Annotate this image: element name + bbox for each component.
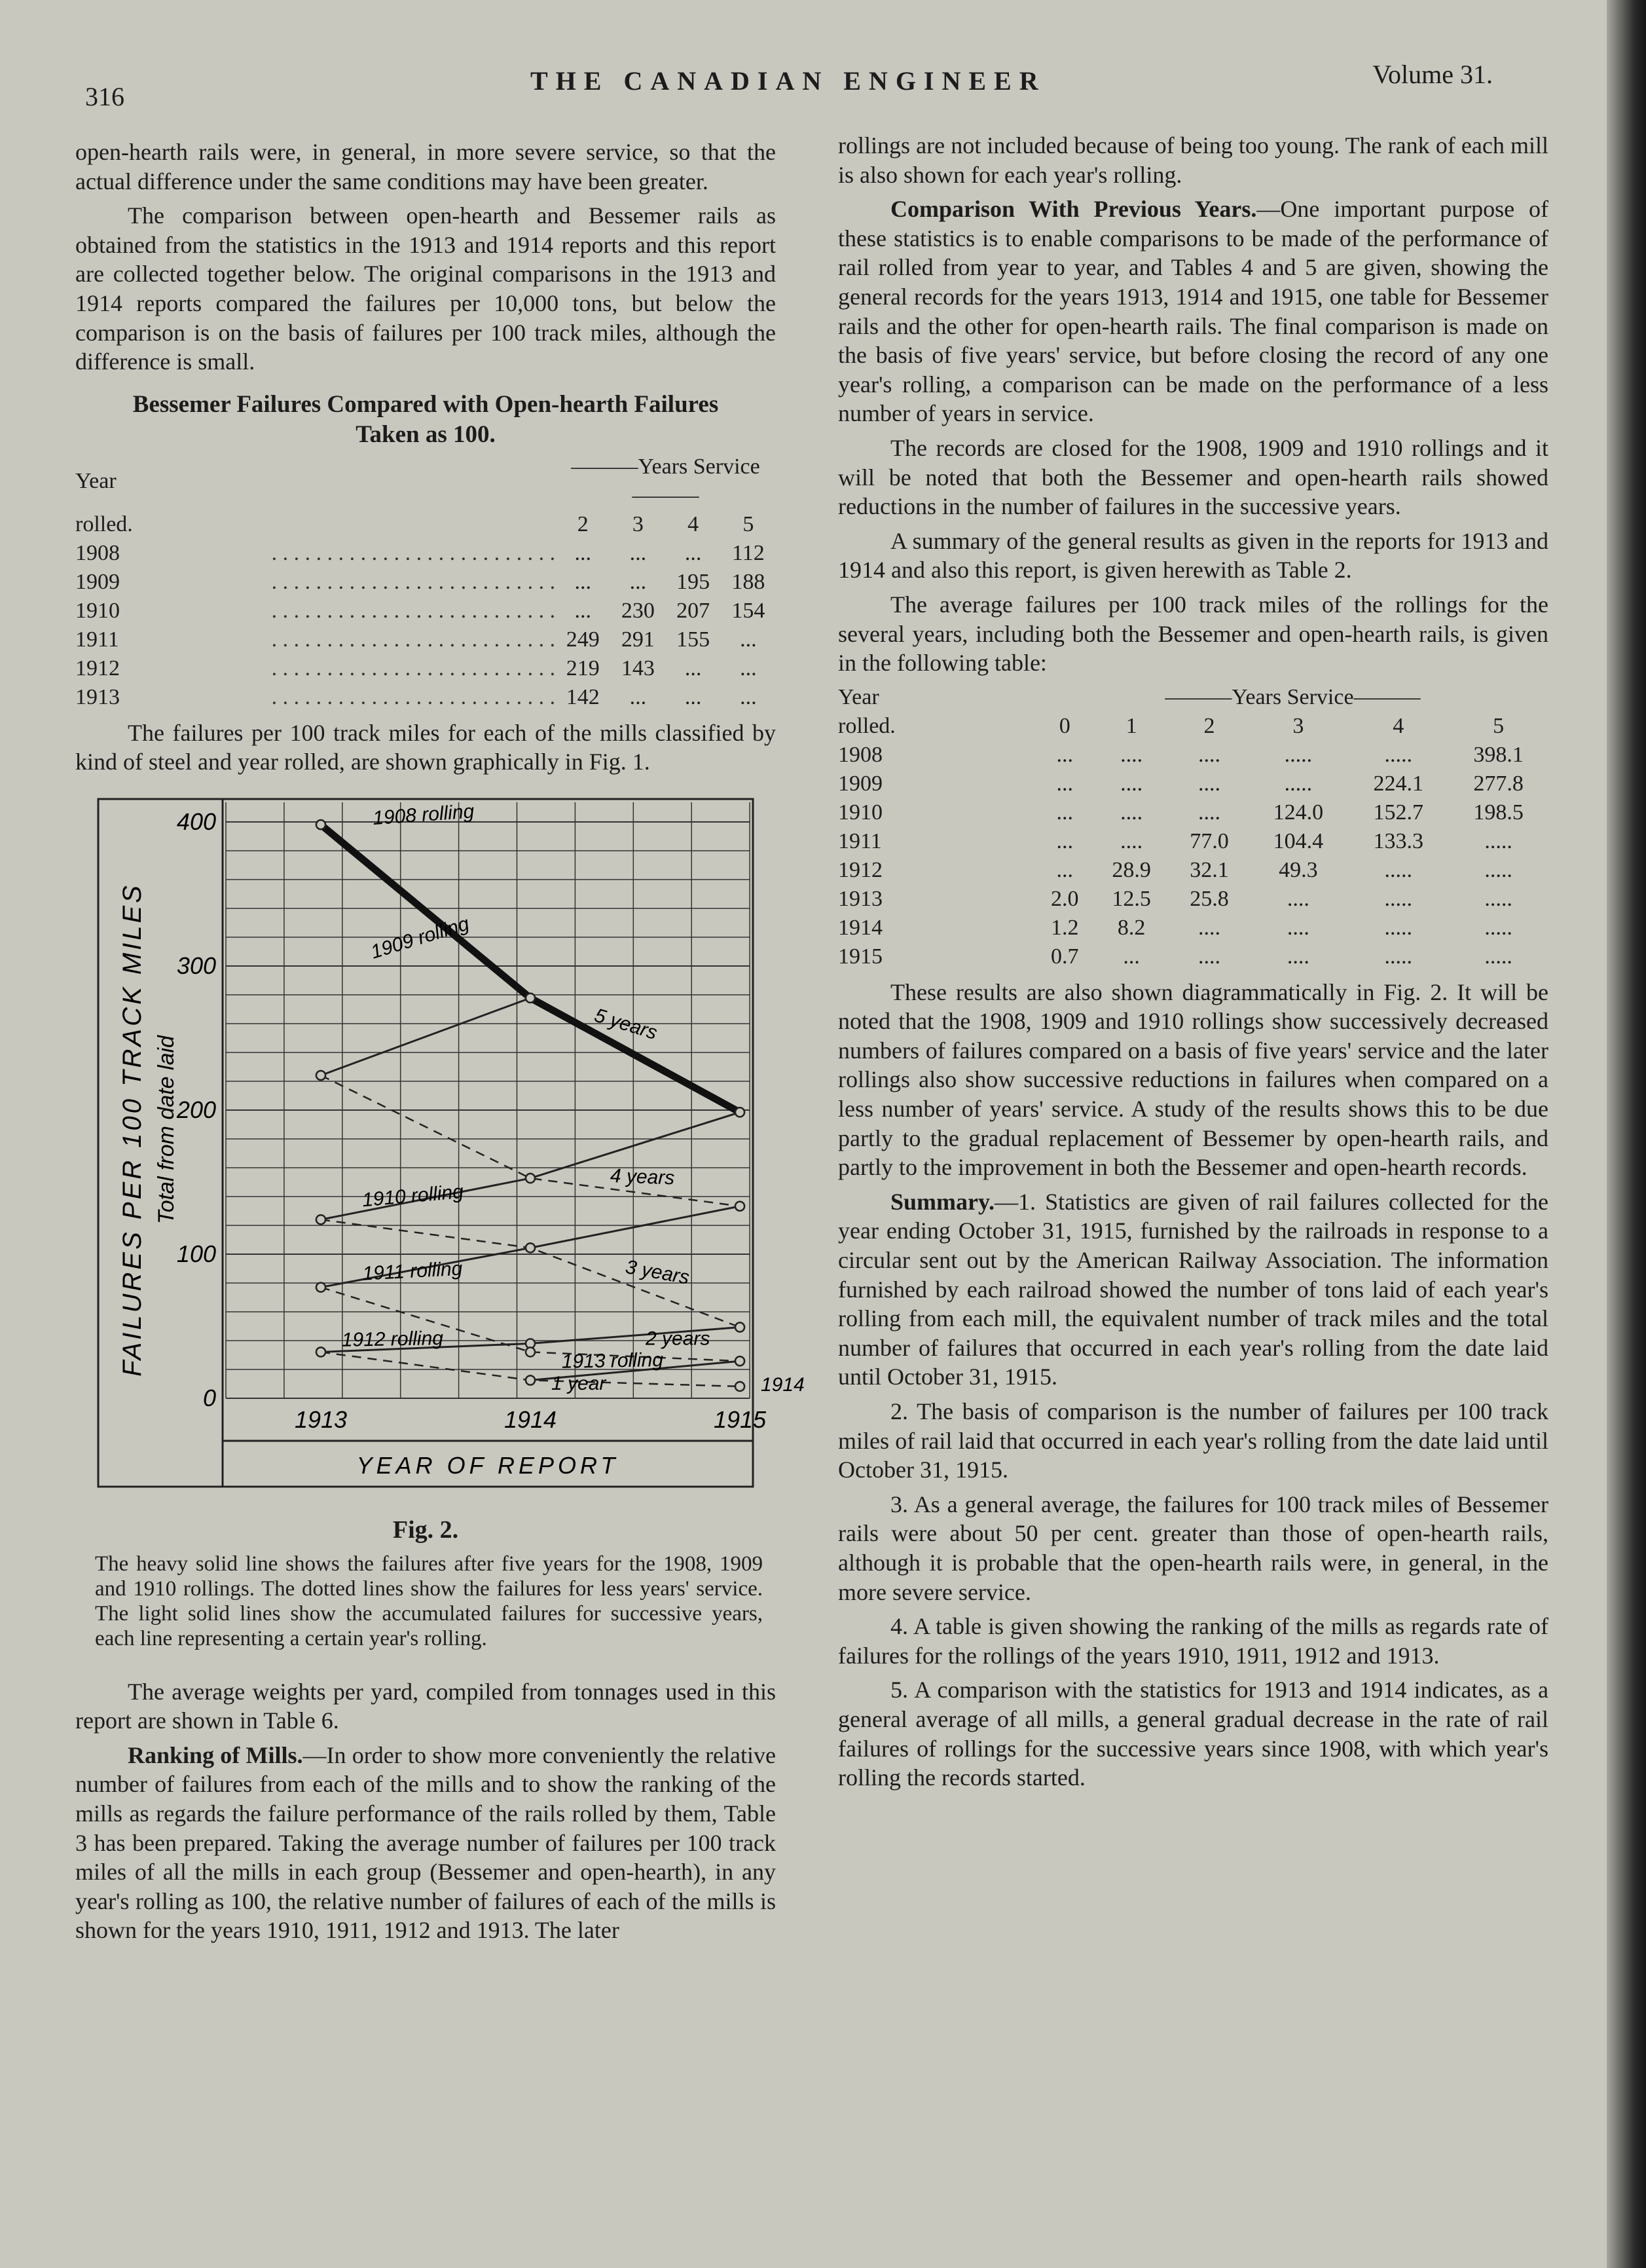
left-paragraph-1: open-hearth rails were, in general, in more severe service, so that the actual difference under the same conditions may have been greater.	[75, 139, 776, 195]
series-label-r1912: 1912 rolling	[341, 1328, 444, 1351]
right-paragraph-1: rollings are not included because of being too young. The rank of each mill is also shown for each year's rolling.	[838, 132, 1548, 188]
table-cell: 195	[676, 569, 710, 594]
y-tick-label: 200	[176, 1096, 216, 1123]
row-year: 1908	[75, 540, 120, 565]
table-cell: .....	[1284, 742, 1313, 767]
page-header	[85, 59, 1493, 111]
table-cell: ...	[684, 656, 702, 680]
series-label-y2: 2 years	[646, 1328, 710, 1350]
series-label-r1914: 1914	[761, 1373, 805, 1396]
right-paragraph-3: The records are closed for the 1908, 1909 and 1910 rollings and it will be noted that both the Bessemer and open-hearth rails showed reductions in the number of failures in the successive years.	[838, 434, 1548, 520]
page-edge-shadow	[1607, 0, 1646, 2268]
year-head: Year	[838, 684, 879, 709]
table-cell: 124.0	[1273, 800, 1324, 825]
table-cell: .....	[1484, 828, 1512, 853]
table-cell: 219	[566, 656, 600, 680]
table2-header-row	[838, 683, 1548, 712]
series-label-y1: 1 year	[551, 1372, 606, 1394]
data-point-1-year	[735, 1382, 744, 1391]
table1-title-line1: Bessemer Failures Compared with Open-hearth Failures	[132, 390, 719, 418]
col-head: 1	[1125, 713, 1137, 738]
table-row: 1913 . . . . . . . . . . . . . . . . . . . . . . . . . . 142 ... ... ...	[75, 683, 776, 712]
span-head: ———Years Service———	[571, 454, 760, 508]
table1-header-row	[75, 453, 776, 510]
table-cell: ....	[1198, 800, 1221, 825]
table-cell: 291	[621, 627, 655, 652]
paragraph-text: —One important purpose of these statistics is to enable comparisons to be made of the performance of rail rolled from year to year, and Tables 4 and 5 are given, showing the general records for the years 1913, 1914 and 1915, one table for Bessemer rails and the other for open-hearth rails. The final comparison is made on the basis of five years' service, but before closing the record of any one year's rolling, a comparison can be made on the performance of a less number of years in service.	[838, 196, 1548, 427]
table-cell: .....	[1384, 915, 1412, 940]
table-row	[838, 827, 1548, 856]
right-paragraph-6: These results are also shown diagrammatically in Fig. 2. It will be noted that the 1908, 1909 and 1910 rollings show successively decreased numbers of failures compared on a basis of five years' service and the later rollings also show successive reductions in failures when compared on a less number of years' service. A study of the results shows this to be due partly to the gradual replacement of Bessemer by open-hearth rails, and partly to the improvement in both the Bessemer and open-hearth records.	[838, 978, 1548, 1181]
right-paragraph-9: 3. As a general average, the failures for 100 track miles of Bessemer rails were about 50 per cent. greater than those of open-hearth rails, although it is probable that the open-hearth rails were, in general, in the more severe service.	[838, 1491, 1548, 1605]
right-paragraph-2	[838, 195, 1548, 428]
table2-average-failures	[838, 683, 1548, 971]
x-axis-label: YEAR OF REPORT	[356, 1451, 619, 1479]
table-cell: ....	[1120, 742, 1143, 767]
table-row: 1908 . . . . . . . . . . . . . . . . . . . . . . . . . . ... ... ... 112	[75, 539, 776, 568]
table-cell: 224.1	[1373, 771, 1423, 796]
table-cell: 0.7	[1051, 944, 1079, 969]
table-cell: .....	[1484, 857, 1512, 882]
row-year: 1912	[75, 656, 120, 680]
data-point-2-years	[735, 1356, 744, 1366]
table-cell: 104.4	[1273, 828, 1324, 853]
series-line-5-years	[321, 825, 740, 1112]
data-point-3-years	[316, 1215, 325, 1224]
table-cell: ...	[1056, 771, 1073, 796]
table-row	[838, 798, 1548, 827]
table-cell: 28.9	[1112, 857, 1151, 882]
table-cell: 12.5	[1112, 886, 1151, 911]
volume-label: Volume 31.	[1372, 60, 1493, 89]
table-cell: 49.3	[1279, 857, 1318, 882]
row-year: 1913	[838, 886, 883, 911]
table-cell: ...	[1056, 742, 1073, 767]
table-cell: .....	[1384, 742, 1412, 767]
col-head: 2	[577, 511, 589, 536]
right-column	[838, 131, 1548, 1798]
right-paragraph-4: A summary of the general results as given in the reports for 1913 and 1914 and also this report, is given herewith as Table 2.	[838, 527, 1548, 584]
table-cell: .....	[1484, 944, 1512, 969]
table1-bessemer-comparison	[75, 453, 776, 712]
table-cell: 77.0	[1190, 828, 1229, 853]
col-head: 4	[687, 511, 699, 536]
year-head-2: rolled.	[75, 511, 133, 536]
data-point-4-years	[526, 1174, 535, 1183]
series-label-r1909: 1909 rolling	[368, 912, 472, 963]
left-paragraph-3: The failures per 100 track miles for each of the mills classified by kind of steel and year rolled, are shown graphically in Fig. 1.	[75, 719, 776, 775]
y-axis-label: FAILURES PER 100 TRACK MILES	[118, 883, 147, 1377]
table-cell: ....	[1198, 771, 1221, 796]
run-in-heading: Summary.	[890, 1188, 995, 1215]
table-row	[838, 885, 1548, 914]
data-point-4-years	[735, 1202, 744, 1211]
data-point-3-years	[526, 1243, 535, 1252]
table-row: 1911 . . . . . . . . . . . . . . . . . . . . . . . . . . 249 291 155 ...	[75, 625, 776, 654]
table1-title-line2: Taken as 100.	[356, 420, 496, 448]
data-point-2-years	[526, 1347, 535, 1356]
table-cell: 143	[621, 656, 655, 680]
table-row: 1909 . . . . . . . . . . . . . . . . . . . . . . . . . . ... ... 195 188	[75, 568, 776, 597]
table-cell: 152.7	[1373, 800, 1423, 825]
table-cell: ...	[629, 684, 647, 709]
y-axis-sublabel: Total from date laid	[154, 1035, 179, 1224]
row-year: 1914	[838, 915, 883, 940]
table-cell: ...	[740, 627, 757, 652]
table-cell: ....	[1287, 944, 1309, 969]
left-paragraph-5	[75, 1741, 776, 1945]
table-cell: 32.1	[1190, 857, 1229, 882]
series-label-y4: 4 years	[610, 1164, 675, 1189]
series-label-y5: 5 years	[591, 1004, 660, 1044]
journal-title: THE CANADIAN ENGINEER	[530, 66, 1046, 96]
col-head: 4	[1393, 713, 1404, 738]
right-paragraph-10: 4. A table is given showing the ranking of the mills as regards rate of failures for the rollings of the years 1910, 1911, 1912 and 1913.	[838, 1613, 1548, 1669]
table-cell: 142	[566, 684, 600, 709]
col-head: 3	[1292, 713, 1304, 738]
row-year: 1909	[75, 569, 120, 594]
table-row	[838, 914, 1548, 942]
table-row	[838, 856, 1548, 885]
table-cell: ....	[1198, 915, 1221, 940]
paragraph-text: —1. Statistics are given of rail failures collected for the year ending October 31, 1915, furnished by the railroads in response to a circular sent out by the American Railway Association. The information furnished by each railroad showed the number of tons laid of each year's rolling from each mill, the equivalent number of track miles and the total number of failures that occurred in each year's rolling from the date laid until October 31, 1915.	[838, 1188, 1548, 1390]
row-year: 1911	[75, 627, 119, 652]
right-paragraph-7	[838, 1187, 1548, 1392]
table-cell: ....	[1287, 886, 1309, 911]
table-cell: 198.5	[1473, 800, 1524, 825]
series-labels	[342, 800, 805, 1396]
y-tick-label: 400	[176, 808, 216, 835]
table-row	[838, 741, 1548, 770]
table-cell: ...	[684, 684, 702, 709]
left-paragraph-2: The comparison between open-hearth and Bessemer rails as obtained from the statistics in the 1913 and 1914 reports and this report are collected together below. The original comparisons in the 1913 and 1914 reports compared the failures per 10,000 tons, but below the comparison is on the basis of failures per 100 track miles, although the difference is small.	[75, 202, 776, 375]
col-head: 3	[632, 511, 644, 536]
row-year: 1912	[838, 857, 883, 882]
table-cell: 188	[731, 569, 765, 594]
table2-body	[838, 741, 1548, 971]
table1-title	[75, 390, 776, 450]
row-year: 1915	[838, 944, 883, 969]
table-cell: 155	[676, 627, 710, 652]
table-cell: ...	[740, 684, 757, 709]
table-cell: ...	[684, 540, 702, 565]
table-cell: 207	[676, 598, 710, 623]
table-cell: ...	[574, 540, 591, 565]
y-axis-ticks	[176, 808, 216, 1411]
table-cell: ....	[1198, 742, 1221, 767]
run-in-heading: Comparison With Previous Years.	[890, 196, 1257, 223]
right-paragraph-5: The average failures per 100 track miles of the rollings for the several years, including both the Bessemer and open-hearth rails, is given in the following table:	[838, 591, 1548, 677]
data-point-3-years	[735, 1322, 744, 1331]
table-cell: ....	[1120, 828, 1143, 853]
table-cell: 25.8	[1190, 886, 1229, 911]
series-line-1909-rolling	[321, 998, 530, 1075]
page-number: 316	[85, 82, 124, 111]
left-column	[75, 138, 805, 1950]
table-cell: ...	[629, 540, 647, 565]
table-cell: .....	[1284, 771, 1313, 796]
figure-caption: Fig. 2.	[392, 1515, 459, 1544]
series-label-y3: 3 years	[623, 1255, 691, 1289]
table-cell: ...	[1056, 857, 1073, 882]
table-row: 1910 . . . . . . . . . . . . . . . . . . . . . . . . . . ... 230 207 154	[75, 597, 776, 625]
table-cell: 8.2	[1117, 915, 1146, 940]
series-label-r1910: 1910 rolling	[361, 1180, 465, 1212]
row-year: 1909	[838, 771, 883, 796]
y-tick-label: 100	[176, 1240, 216, 1267]
series-label-r1908: 1908 rolling	[372, 800, 475, 830]
row-year: 1911	[838, 828, 882, 853]
table-cell: 398.1	[1473, 742, 1524, 767]
y-tick-label: 0	[202, 1384, 216, 1411]
failures-chart	[75, 792, 805, 1506]
year-head-2: rolled.	[838, 713, 896, 738]
table-cell: .....	[1384, 857, 1412, 882]
x-tick-label: 1914	[503, 1405, 557, 1433]
data-point-5-years	[735, 1107, 744, 1117]
chart-series	[316, 820, 744, 1391]
table-row	[838, 942, 1548, 971]
table-cell: 1.2	[1051, 915, 1079, 940]
table-cell: ....	[1198, 944, 1221, 969]
table-cell: 112	[732, 540, 765, 565]
run-in-heading: Ranking of Mills.	[128, 1741, 303, 1768]
row-year: 1910	[75, 598, 120, 623]
table-cell: ...	[629, 569, 647, 594]
data-point-1-year	[526, 1375, 535, 1385]
x-tick-label: 1915	[713, 1405, 767, 1433]
table-cell: ...	[574, 569, 591, 594]
figure-2	[75, 792, 805, 1506]
col-head: 0	[1059, 713, 1070, 738]
col-head: 5	[1493, 713, 1505, 738]
table-cell: ...	[740, 656, 757, 680]
table-cell: ...	[1056, 800, 1073, 825]
table-cell: 230	[621, 598, 655, 623]
table-cell: 2.0	[1051, 886, 1079, 911]
data-point-4-years	[316, 1071, 325, 1080]
table-cell: ...	[1123, 944, 1140, 969]
paragraph-text: —In order to show more conveniently the relative number of failures from each of the mills and to show the ranking of the mills as regards the failure performance of the rails rolled by them, Table 3 has been prepared. Taking the average number of failures per 100 track miles of all the mills in each group (Bessemer and open-hearth), in any year's rolling as 100, the relative number of failures of each of the mills is shown for the years 1910, 1911, 1912 and 1913. The later	[75, 1741, 776, 1944]
x-axis-ticks	[295, 1406, 767, 1433]
table-cell: 277.8	[1473, 771, 1524, 796]
table-cell: 133.3	[1373, 828, 1423, 853]
table-cell: 249	[566, 627, 600, 652]
series-line-4-years	[321, 1075, 740, 1206]
data-point-1-year	[316, 1347, 325, 1356]
right-paragraph-8: 2. The basis of comparison is the number of failures per 100 track miles of rail laid that occurred in each year's rolling from the date laid until October 31, 1915.	[838, 1398, 1548, 1483]
table-cell: .....	[1484, 915, 1512, 940]
series-label-r1913: 1913 rolling	[561, 1349, 664, 1373]
table-cell: ...	[1056, 828, 1073, 853]
table-cell: ...	[574, 598, 591, 623]
chart-grid	[226, 802, 750, 1398]
table1-col-row	[75, 510, 776, 539]
table-cell: .....	[1484, 886, 1512, 911]
table1-body	[75, 539, 776, 712]
data-point-5-years	[316, 820, 325, 829]
table-cell: .....	[1384, 886, 1412, 911]
table-cell: ....	[1120, 771, 1143, 796]
year-head: Year	[75, 468, 117, 493]
figure-note: The heavy solid line shows the failures after five years for the 1908, 1909 and 1910 rollings. The dotted lines show the failures for less years' service. The light solid lines show the accumulated failures for successive years, each line representing a certain year's rolling.	[95, 1552, 763, 1650]
col-head: 2	[1203, 713, 1215, 738]
table-cell: 154	[731, 598, 765, 623]
table-cell: ....	[1120, 800, 1143, 825]
table-cell: .....	[1384, 944, 1412, 969]
table2-col-row	[838, 712, 1548, 741]
span-head: ———Years Service———	[1165, 684, 1421, 709]
row-year: 1910	[838, 800, 883, 825]
x-tick-label: 1913	[294, 1405, 348, 1433]
right-paragraph-11: 5. A comparison with the statistics for 1913 and 1914 indicates, as a general average of all mills, a general gradual decrease in the rate of rail failures of rollings for the successive years since 1908, with which year's rolling the records started.	[838, 1677, 1548, 1791]
series-label-r1911: 1911 rolling	[361, 1257, 464, 1285]
left-paragraph-4: The average weights per yard, compiled from tonnages used in this report are shown in Table 6.	[75, 1678, 776, 1734]
row-year: 1913	[75, 684, 120, 709]
data-point-2-years	[316, 1283, 325, 1292]
table-row	[838, 770, 1548, 798]
data-point-5-years	[526, 994, 535, 1003]
table-row: 1912 . . . . . . . . . . . . . . . . . . . . . . . . . . 219 143 ... ...	[75, 654, 776, 683]
y-tick-label: 300	[176, 952, 216, 979]
table-cell: ....	[1287, 915, 1309, 940]
row-year: 1908	[838, 742, 883, 767]
col-head: 5	[742, 511, 754, 536]
